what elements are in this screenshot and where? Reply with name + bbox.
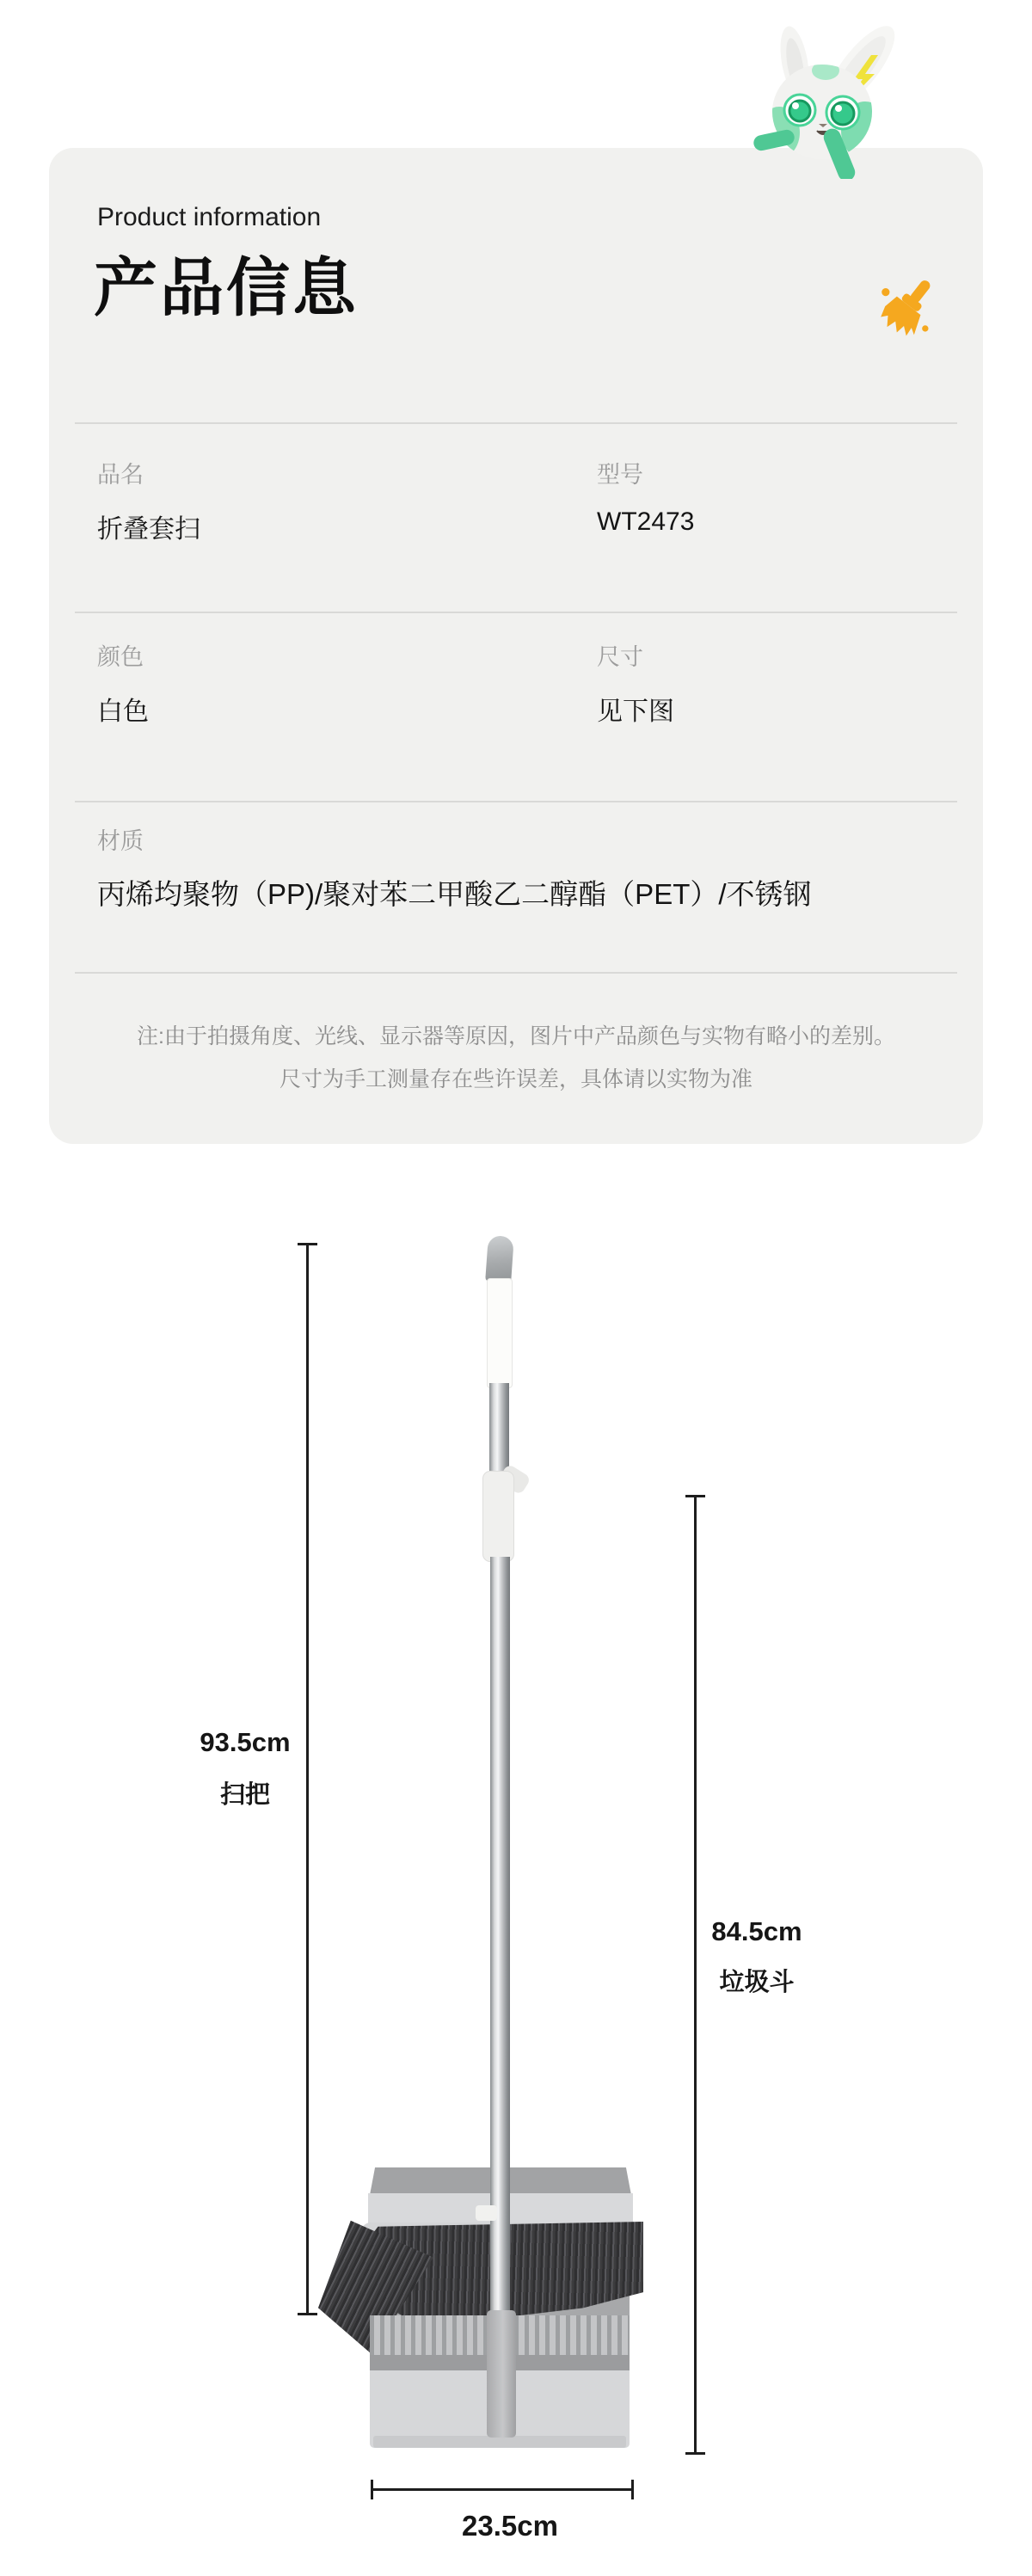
dimension-broom-label: 扫把 xyxy=(219,1781,270,1809)
pole-holder-clip xyxy=(487,2310,516,2438)
note-line-1: 注:由于拍摄角度、光线、显示器等原因，图片中产品颜色与实物有略小的差别。 xyxy=(137,1024,895,1048)
dimension-line-width xyxy=(372,2488,632,2491)
spec-label-material: 材质 xyxy=(97,828,144,854)
spec-value-model: WT2473 xyxy=(597,507,695,536)
spec-label-name: 品名 xyxy=(97,462,144,488)
rabbit-mascot-icon xyxy=(741,22,917,179)
pole-holder-tab xyxy=(476,2205,497,2221)
note-line-2: 尺寸为手工测量存在些许误差，具体请以实物为准 xyxy=(279,1067,752,1091)
divider xyxy=(75,612,957,613)
dimension-dustpan-label: 垃圾斗 xyxy=(719,1969,795,1996)
spec-label-size: 尺寸 xyxy=(597,644,643,670)
spec-label-model: 型号 xyxy=(597,462,643,488)
dimension-base-width: 23.5cm xyxy=(462,2510,558,2542)
spec-value-name: 折叠套扫 xyxy=(97,515,200,544)
broom-pole-upper xyxy=(489,1383,509,1476)
dimension-broom-height: 93.5cm xyxy=(200,1727,291,1757)
broom-icon xyxy=(864,268,943,347)
broom-pole-tip xyxy=(485,1235,514,1283)
dimension-dustpan-height: 84.5cm xyxy=(711,1916,802,1946)
spec-value-color: 白色 xyxy=(97,698,149,726)
divider xyxy=(75,422,957,424)
spec-value-material: 丙烯均聚物（PP)/聚对苯二甲酸乙二醇酯（PET）/不锈钢 xyxy=(97,878,812,910)
product-info-card xyxy=(49,148,983,1144)
dustpan-base xyxy=(373,2436,626,2448)
divider xyxy=(75,972,957,974)
broom-pole-grip xyxy=(487,1278,513,1388)
card-title-zh: 产品信息 xyxy=(94,252,359,323)
card-title-en: Product information xyxy=(97,203,322,231)
spec-label-color: 颜色 xyxy=(97,644,144,670)
spec-value-size: 见下图 xyxy=(597,698,674,726)
broom-fold-joint xyxy=(482,1471,514,1562)
divider xyxy=(75,801,957,802)
